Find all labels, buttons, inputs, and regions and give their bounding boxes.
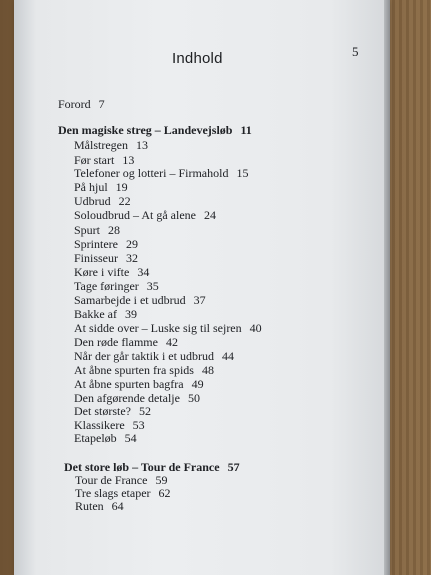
toc-entry (74, 208, 216, 223)
toc-title: Tour de France (75, 473, 148, 487)
toc-page-number: 42 (165, 335, 178, 349)
toc-entry (74, 431, 137, 446)
toc-title: Finisseur (74, 251, 119, 265)
page-title: Indhold (172, 50, 223, 67)
toc-entry (74, 251, 138, 266)
toc-entry (74, 223, 120, 238)
toc-entry (74, 377, 204, 392)
toc-page-number: 24 (203, 208, 216, 222)
toc-entry (74, 237, 138, 252)
toc-page-number: 49 (191, 377, 204, 391)
toc-title: Bakke af (74, 307, 117, 321)
toc-entry (74, 265, 149, 280)
toc-page-number: 57 (227, 460, 240, 474)
toc-title: Det store løb – Tour de France (64, 460, 220, 474)
toc-title: Spurt (74, 223, 101, 237)
toc-entry (74, 293, 206, 308)
toc-page-number: 48 (201, 363, 214, 377)
toc-entry (74, 194, 131, 209)
toc-title: Tre slags etaper (75, 486, 151, 500)
toc-title: Før start (74, 153, 115, 167)
toc-page-number: 13 (135, 138, 148, 152)
toc-page-number: 11 (240, 123, 252, 137)
toc-title: At åbne spurten fra spids (74, 363, 194, 377)
toc-title: Ruten (75, 499, 104, 513)
toc-title: Når der går taktik i et udbrud (74, 349, 214, 363)
toc-page-number: 22 (118, 194, 131, 208)
toc-title: Målstregen (74, 138, 128, 152)
toc-title: På hjul (74, 180, 108, 194)
toc-entry (74, 180, 128, 195)
toc-page-number: 52 (138, 404, 151, 418)
toc-title: Forord (58, 97, 91, 111)
toc-title: Etapeløb (74, 431, 117, 445)
toc-page-number: 34 (137, 265, 150, 279)
toc-entry (74, 138, 148, 153)
page-number: 5 (352, 44, 359, 59)
toc-page-number: 28 (108, 223, 121, 237)
toc-entry (74, 279, 159, 294)
book-page (14, 0, 386, 575)
toc-title: Den afgørende detalje (74, 391, 180, 405)
toc-page-number: 53 (132, 418, 145, 432)
toc-title: Den magiske streg – Landevejsløb (58, 123, 233, 137)
toc-page-number: 44 (221, 349, 234, 363)
toc-page-number: 7 (98, 97, 105, 111)
toc-title: Det største? (74, 404, 131, 418)
toc-section (58, 97, 105, 112)
toc-page-number: 40 (249, 321, 262, 335)
toc-entry (75, 499, 124, 514)
toc-section (58, 123, 252, 138)
toc-title: Sprintere (74, 237, 118, 251)
toc-entry (74, 404, 151, 419)
toc-page-number: 62 (158, 486, 171, 500)
toc-page-number: 64 (111, 499, 124, 513)
toc-page-number: 15 (236, 166, 249, 180)
toc-entry (74, 363, 214, 378)
toc-page-number: 19 (115, 180, 128, 194)
toc-entry (74, 335, 178, 350)
toc-title: Tage føringer (74, 279, 139, 293)
toc-entry (74, 321, 262, 336)
toc-page-number: 32 (126, 251, 139, 265)
toc-entry (74, 349, 234, 364)
toc-title: Soloudbrud – At gå alene (74, 208, 196, 222)
toc-page-number: 37 (193, 293, 206, 307)
toc-title: Telefoner og lotteri – Firmahold (74, 166, 229, 180)
toc-title: Samarbejde i et udbrud (74, 293, 186, 307)
toc-page-number: 59 (155, 473, 168, 487)
toc-title: Klassikere (74, 418, 125, 432)
toc-title: Udbrud (74, 194, 111, 208)
toc-page-number: 54 (124, 431, 137, 445)
toc-page-number: 13 (122, 153, 135, 167)
toc-page-number: 50 (187, 391, 200, 405)
toc-page-number: 29 (126, 237, 138, 251)
toc-entry (74, 166, 248, 181)
toc-title: Den røde flamme (74, 335, 158, 349)
toc-title: At åbne spurten bagfra (74, 377, 184, 391)
toc-page-number: 35 (146, 279, 159, 293)
toc-title: At sidde over – Luske sig til sejren (74, 321, 242, 335)
page-edge (384, 0, 390, 575)
toc-entry (74, 307, 137, 322)
toc-title: Køre i vifte (74, 265, 130, 279)
toc-page-number: 39 (124, 307, 137, 321)
